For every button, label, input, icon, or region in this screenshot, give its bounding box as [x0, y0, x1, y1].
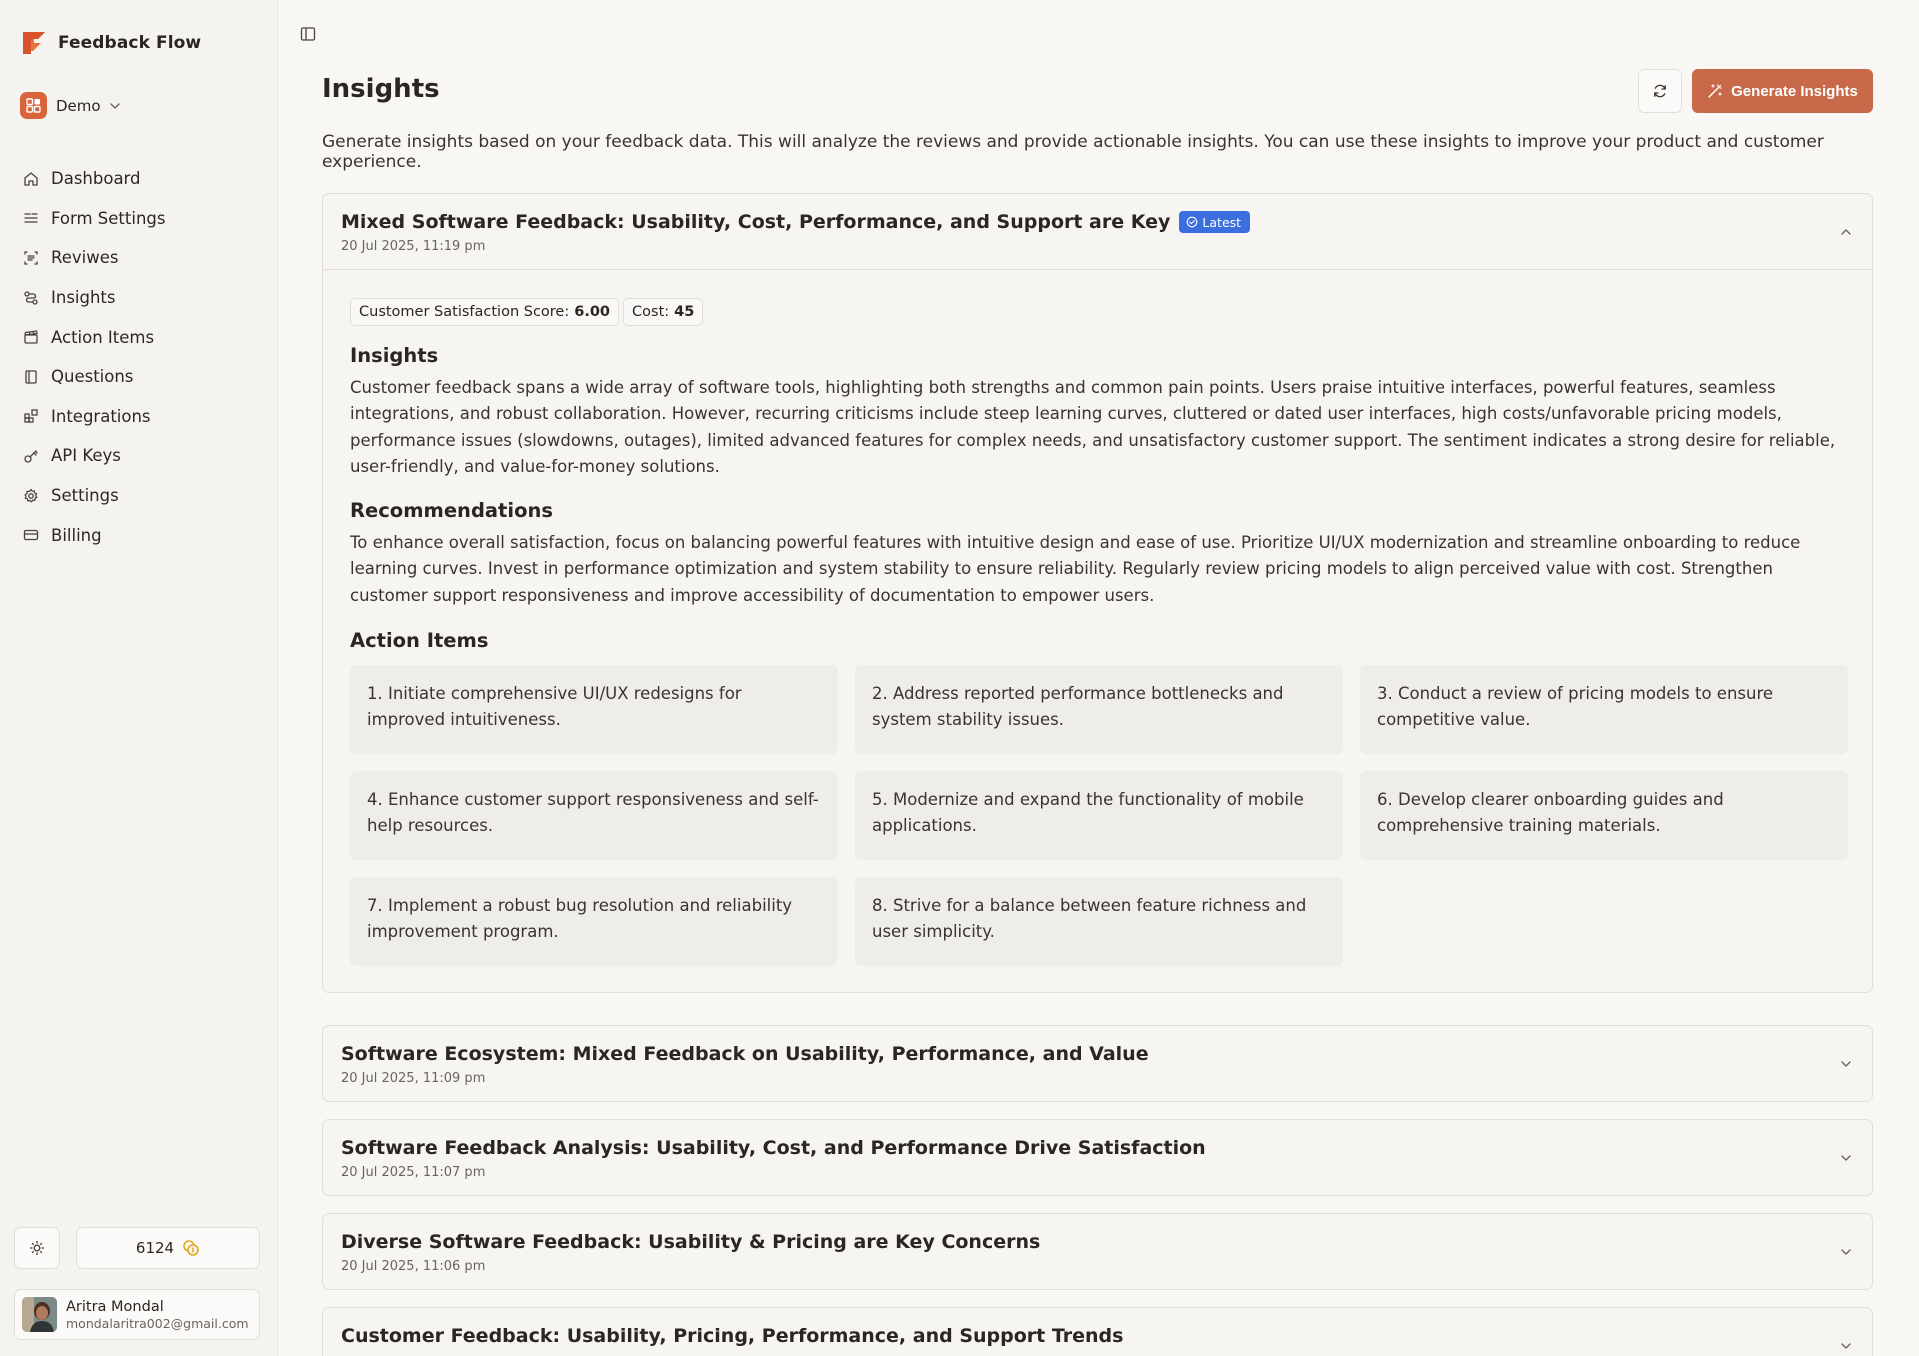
insight-title: Customer Feedback: Usability, Pricing, Performance, and Support Trends [341, 1325, 1124, 1347]
page-title: Insights [322, 74, 440, 104]
action-items-heading: Action Items [350, 629, 489, 653]
insight-card-header[interactable] [323, 194, 1872, 269]
sidebar-item-dashboard[interactable] [14, 159, 264, 199]
sun-icon [29, 1240, 45, 1256]
avatar [22, 1297, 57, 1332]
sidebar-toggle-icon[interactable] [298, 24, 318, 44]
action-item: 3. Conduct a review of pricing models to ensure competitive value. [1360, 665, 1848, 754]
badge-label: Latest [1202, 214, 1242, 230]
sidebar-item-questions[interactable] [14, 357, 264, 397]
book-icon [22, 368, 40, 386]
main-content [278, 0, 1919, 1356]
insight-card-header[interactable] [323, 1120, 1872, 1195]
generate-insights-button[interactable] [1692, 69, 1873, 113]
chevron-down-icon [109, 100, 121, 112]
workspace-icon [20, 92, 47, 119]
chevron-up-icon[interactable] [1838, 224, 1854, 240]
sidebar-item-label: Questions [51, 367, 134, 387]
theme-toggle-button[interactable] [14, 1227, 60, 1269]
sidebar-item-label: Integrations [51, 406, 151, 426]
sidebar-item-api-keys[interactable] [14, 436, 264, 476]
sidebar-item-action-items[interactable] [14, 317, 264, 357]
insight-stats [350, 298, 1845, 326]
cost-value: 45 [674, 304, 695, 320]
insight-date: 20 Jul 2025, 11:07 pm [341, 1165, 486, 1180]
cost-chip [623, 298, 703, 326]
insight-card-collapsed[interactable] [322, 1307, 1873, 1356]
clapperboard-icon [22, 328, 40, 346]
credits-balance[interactable] [76, 1227, 260, 1269]
sidebar-item-label: Billing [51, 525, 102, 545]
insight-title: Software Feedback Analysis: Usability, Cost, and Performance Drive Satisfaction [341, 1137, 1206, 1159]
text-align-icon [22, 209, 40, 227]
brand[interactable] [20, 29, 201, 57]
sidebar [0, 0, 278, 1356]
insight-card-collapsed[interactable] [322, 1025, 1873, 1102]
action-item: 5. Modernize and expand the functionality of mobile applications. [855, 771, 1343, 860]
insights-text: Customer feedback spans a wide array of software tools, highlighting both strengths and common pain points. Users praise intuitive interfaces, powerful features, seamless integrations, and robust collaboration. However, recurring criticisms include steep learning curves, cluttered or dated user interfaces, high costs/unfavorable pricing models, performance issues (slowdowns, outages), limited advanced features for complex needs, and unsatisfactory customer support. The sentiment indicates a strong desire for reliable, user-friendly, and value-for-money solutions. [350, 378, 1836, 476]
chevron-down-icon[interactable] [1838, 1244, 1854, 1260]
page-description: Generate insights based on your feedback data. This will analyze the reviews and provide actionable insights. You can use these insights to improve your product and customer experience. [322, 132, 1824, 172]
insight-date: 20 Jul 2025, 11:09 pm [341, 1071, 486, 1086]
refresh-icon [1652, 83, 1668, 99]
recommendations-text: To enhance overall satisfaction, focus on balancing powerful features with intuitive design and ease of use. Prioritize UI/UX modernization and streamline onboarding to reduce learning curves. Invest in performance optimization and system stability to ensure reliability. Regularly review pricing models to align perceived value with cost. Strengthen customer support responsiveness and improve accessibility of documentation to empower users. [350, 533, 1801, 605]
action-item: 8. Strive for a balance between feature richness and user simplicity. [855, 877, 1343, 966]
sidebar-nav [14, 159, 264, 555]
workspace-switcher[interactable] [20, 92, 121, 119]
insight-date: 20 Jul 2025, 11:06 pm [341, 1259, 486, 1274]
score-label: Customer Satisfaction Score: [359, 304, 570, 320]
list-scan-icon [22, 249, 40, 267]
home-icon [22, 170, 40, 188]
route-icon [22, 289, 40, 307]
insights-heading: Insights [350, 344, 439, 367]
sidebar-item-label: Insights [51, 288, 116, 308]
check-circle-icon [1186, 216, 1198, 228]
action-item: 1. Initiate comprehensive UI/UX redesigns for improved intuitiveness. [350, 665, 838, 754]
user-email: mondalaritra002@gmail.com [66, 1315, 249, 1331]
chevron-down-icon[interactable] [1838, 1056, 1854, 1072]
sidebar-item-label: Form Settings [51, 208, 166, 228]
insight-title: Mixed Software Feedback: Usability, Cost, Performance, and Support are Key [341, 211, 1171, 233]
sidebar-item-integrations[interactable] [14, 397, 264, 437]
sidebar-item-insights[interactable] [14, 278, 264, 318]
magic-wand-icon [1707, 83, 1723, 99]
app-name: Feedback Flow [58, 33, 202, 53]
coins-icon [182, 1239, 200, 1257]
action-item: 6. Develop clearer onboarding guides and comprehensive training materials. [1360, 771, 1848, 860]
blocks-icon [22, 407, 40, 425]
brand-logo-icon [20, 29, 48, 57]
insight-card-collapsed[interactable] [322, 1213, 1873, 1290]
insight-card-expanded [322, 193, 1873, 993]
insight-card-header[interactable] [323, 1214, 1872, 1289]
cost-label: Cost: [632, 304, 670, 320]
latest-badge [1179, 211, 1250, 233]
action-item: 7. Implement a robust bug resolution and reliability improvement program. [350, 877, 838, 966]
sidebar-item-billing[interactable] [14, 515, 264, 555]
sidebar-item-label: Action Items [51, 327, 155, 347]
sidebar-item-label: Reviwes [51, 248, 119, 268]
sidebar-item-reviews[interactable] [14, 238, 264, 278]
user-name: Aritra Mondal [66, 1298, 164, 1315]
user-profile[interactable] [14, 1289, 260, 1340]
insight-card-header[interactable] [323, 1308, 1872, 1356]
sidebar-item-label: Settings [51, 486, 119, 506]
satisfaction-score-chip [350, 298, 619, 326]
chevron-down-icon[interactable] [1838, 1338, 1854, 1354]
action-item: 4. Enhance customer support responsiveness and self-help resources. [350, 771, 838, 860]
action-item: 2. Address reported performance bottlenecks and system stability issues. [855, 665, 1343, 754]
refresh-button[interactable] [1638, 69, 1682, 113]
chevron-down-icon[interactable] [1838, 1150, 1854, 1166]
sidebar-item-settings[interactable] [14, 476, 264, 516]
sidebar-item-form-settings[interactable] [14, 199, 264, 239]
sidebar-item-label: API Keys [51, 446, 121, 466]
insight-title: Diverse Software Feedback: Usability & Pricing are Key Concerns [341, 1231, 1041, 1253]
credit-card-icon [22, 526, 40, 544]
grid-icon [26, 98, 41, 113]
workspace-name: Demo [56, 96, 101, 115]
insight-date: 20 Jul 2025, 11:19 pm [341, 239, 486, 254]
credits-count: 6124 [135, 1239, 175, 1257]
action-items-grid [350, 665, 1845, 966]
insight-card-body [323, 269, 1872, 992]
insight-card-header[interactable] [323, 1026, 1872, 1101]
recommendations-heading: Recommendations [350, 499, 553, 523]
gear-icon [22, 487, 40, 505]
score-value: 6.00 [574, 304, 611, 320]
key-icon [22, 447, 40, 465]
generate-insights-label: Generate Insights [1731, 82, 1858, 100]
sidebar-item-label: Dashboard [51, 169, 141, 189]
insight-card-collapsed[interactable] [322, 1119, 1873, 1196]
insight-title: Software Ecosystem: Mixed Feedback on Usability, Performance, and Value [341, 1043, 1149, 1065]
